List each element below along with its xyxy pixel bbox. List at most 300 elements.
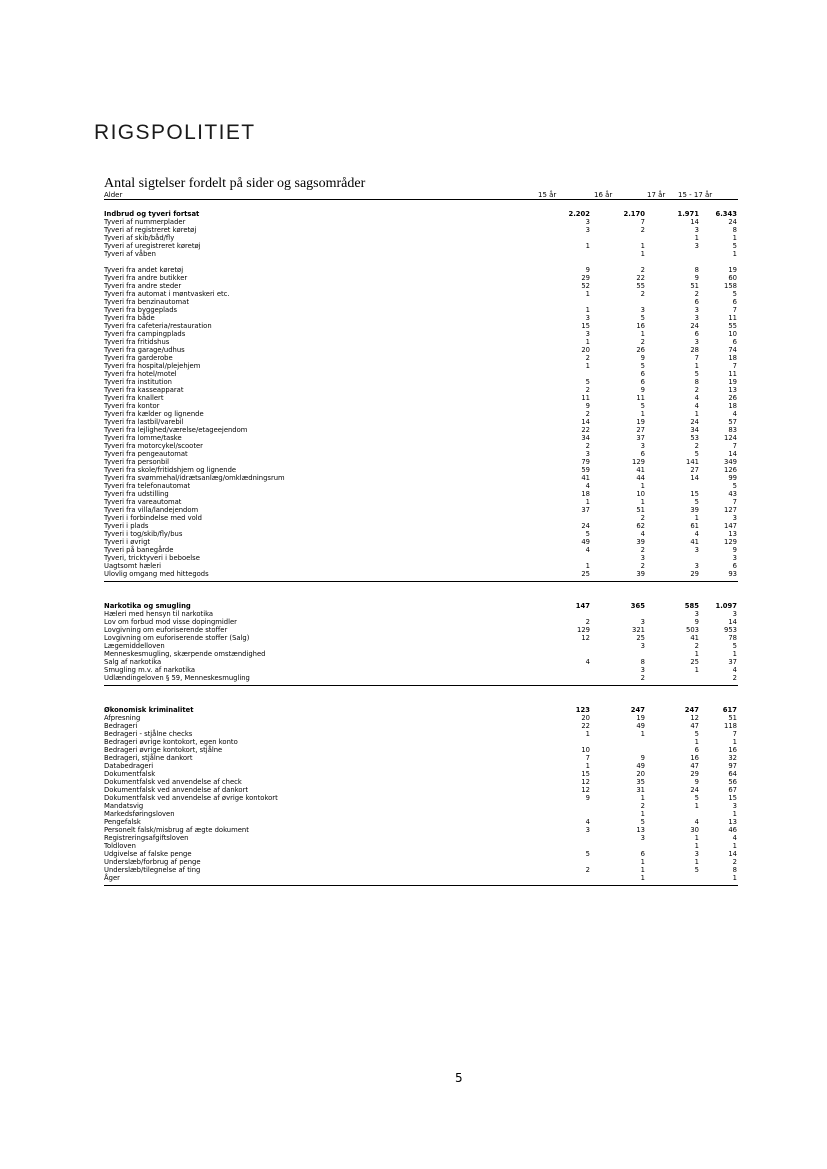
cell-total: 93 [728,570,737,578]
cell-16: 49 [636,722,645,730]
cell-total: 3 [732,514,737,522]
cell-total: 617 [722,706,737,714]
row-label: Tyveri fra benzinautomat [104,298,189,306]
row-label: Bedrageri - stjålne checks [104,730,193,738]
cell-16: 55 [636,282,645,290]
cell-16: 247 [630,706,645,714]
row-label: Tyveri fra kælder og lignende [104,410,204,418]
cell-17: 1 [694,842,699,850]
cell-total: 6 [732,338,737,346]
cell-15: 22 [581,426,590,434]
row-label: Dokumentfalsk [104,770,156,778]
cell-total: 126 [724,466,737,474]
cell-16: 19 [636,418,645,426]
cell-total: 5 [732,642,737,650]
cell-17: 6 [694,298,699,306]
cell-total: 14 [728,618,737,626]
cell-total: 74 [728,346,737,354]
cell-17: 3 [694,226,699,234]
cell-16: 1 [640,810,645,818]
cell-15: 1 [585,338,590,346]
cell-17: 24 [690,322,699,330]
cell-17: 29 [690,570,699,578]
table-row [104,818,738,826]
cell-total: 24 [728,218,737,226]
cell-15: 41 [581,474,590,482]
cell-total: 19 [728,378,737,386]
cell-total: 1 [732,810,737,818]
cell-total: 56 [728,778,737,786]
cell-15: 18 [581,490,590,498]
row-label: Databedrageri [104,762,154,770]
cell-17: 4 [694,530,699,538]
cell-17: 7 [694,354,699,362]
cell-17: 5 [694,450,699,458]
row-label: Økonomisk kriminalitet [104,706,194,714]
cell-15: 14 [581,418,590,426]
cell-16: 1 [640,730,645,738]
cell-16: 3 [640,306,645,314]
cell-15: 123 [575,706,590,714]
cell-total: 2 [732,858,737,866]
cell-17: 1 [694,802,699,810]
cell-total: 3 [732,554,737,562]
column-header-15: 15 år [538,191,557,199]
cell-17: 1 [694,514,699,522]
cell-15: 12 [581,786,590,794]
table-row [104,874,738,882]
cell-17: 503 [686,626,699,634]
cell-16: 1 [640,794,645,802]
row-label: Tyveri fra hotel/motel [104,370,177,378]
cell-17: 1 [694,650,699,658]
cell-17: 3 [694,306,699,314]
row-label: Dokumentfalsk ved anvendelse af check [104,778,242,786]
cell-total: 11 [728,370,737,378]
table-row [104,866,738,874]
cell-17: 5 [694,794,699,802]
cell-16: 1 [640,410,645,418]
cell-total: 7 [732,306,737,314]
cell-total: 1 [732,650,737,658]
cell-16: 1 [640,498,645,506]
cell-total: 10 [728,330,737,338]
row-label: Tyveri fra andre butikker [104,274,188,282]
section-gap [104,584,738,602]
cell-total: 953 [724,626,737,634]
table-row [104,482,738,490]
table-row [104,786,738,794]
cell-total: 3 [732,610,737,618]
table-row [104,826,738,834]
cell-total: 19 [728,266,737,274]
data-table [104,210,738,888]
section-total-row [104,706,738,714]
cell-total: 13 [728,530,737,538]
cell-total: 158 [724,282,737,290]
cell-total: 6 [732,562,737,570]
table-row [104,346,738,354]
row-label: Bedrageri [104,722,138,730]
cell-17: 3 [694,562,699,570]
cell-17: 141 [686,458,699,466]
table-row [104,250,738,258]
cell-15: 2 [585,442,590,450]
row-label: Lov om forbud mod visse dopingmidler [104,618,237,626]
table-row [104,658,738,666]
row-label: Tyveri i tog/skib/fly/bus [104,530,183,538]
cell-total: 349 [724,458,737,466]
cell-17: 9 [694,778,699,786]
table-row [104,386,738,394]
cell-15: 4 [585,658,590,666]
cell-total: 83 [728,426,737,434]
row-label: Tyveri fra lastbil/varebil [104,418,184,426]
cell-16: 3 [640,618,645,626]
cell-16: 37 [636,434,645,442]
table-row [104,274,738,282]
cell-15: 147 [575,602,590,610]
row-label: Tyveri fra både [104,314,155,322]
table-row [104,642,738,650]
cell-15: 1 [585,362,590,370]
cell-total: 7 [732,442,737,450]
column-header-alder: Alder [104,191,123,199]
cell-15: 2 [585,866,590,874]
row-label: Tyveri fra motorcykel/scooter [104,442,203,450]
table-row [104,538,738,546]
table-row [104,330,738,338]
cell-16: 2 [640,674,645,682]
cell-16: 6 [640,850,645,858]
section-total-row [104,602,738,610]
table-row [104,418,738,426]
table-row [104,714,738,722]
cell-total: 1 [732,738,737,746]
row-label: Tyveri fra cafeteria/restauration [104,322,212,330]
cell-16: 7 [640,218,645,226]
table-row [104,402,738,410]
cell-16: 11 [636,394,645,402]
cell-total: 1.097 [715,602,737,610]
cell-total: 11 [728,314,737,322]
cell-15: 3 [585,450,590,458]
cell-17: 15 [690,490,699,498]
cell-total: 16 [728,746,737,754]
cell-total: 5 [732,242,737,250]
cell-17: 5 [694,498,699,506]
row-label: Bedrageri øvrige kontokort, egen konto [104,738,238,746]
row-label: Tyveri fra fritidshus [104,338,170,346]
row-label: Lovgivning om euforiserende stoffer [104,626,228,634]
cell-17: 61 [690,522,699,530]
cell-16: 2 [640,514,645,522]
cell-total: 60 [728,274,737,282]
cell-16: 1 [640,482,645,490]
table-row [104,778,738,786]
cell-15: 2 [585,618,590,626]
cell-15: 34 [581,434,590,442]
cell-total: 2 [732,674,737,682]
cell-total: 18 [728,354,737,362]
cell-15: 22 [581,722,590,730]
cell-total: 78 [728,634,737,642]
cell-15: 3 [585,218,590,226]
cell-total: 8 [732,226,737,234]
cell-total: 43 [728,490,737,498]
row-label: Tyveri fra udstilling [104,490,169,498]
cell-total: 14 [728,850,737,858]
row-label: Ulovlig omgang med hittegods [104,570,209,578]
cell-16: 10 [636,490,645,498]
cell-17: 1.971 [677,210,699,218]
row-label: Markedsføringsloven [104,810,175,818]
table-row [104,722,738,730]
cell-15: 37 [581,506,590,514]
table-row [104,450,738,458]
cell-15: 12 [581,778,590,786]
table-row [104,634,738,642]
table-row [104,650,738,658]
row-label: Tyveri af uregistreret køretøj [104,242,201,250]
cell-15: 79 [581,458,590,466]
cell-16: 1 [640,858,645,866]
table-row [104,426,738,434]
cell-17: 1 [694,362,699,370]
section-gap [104,688,738,706]
table-row [104,410,738,418]
row-spacer [104,258,738,266]
table-row [104,730,738,738]
cell-16: 25 [636,634,645,642]
cell-16: 6 [640,378,645,386]
row-label: Tyveri fra campingplads [104,330,186,338]
cell-17: 39 [690,506,699,514]
cell-17: 27 [690,466,699,474]
row-label: Udlændingeloven § 59, Menneskesmugling [104,674,250,682]
table-row [104,378,738,386]
cell-16: 39 [636,570,645,578]
row-label: Bedrageri øvrige kontokort, stjålne [104,746,223,754]
cell-17: 2 [694,442,699,450]
cell-17: 247 [684,706,699,714]
cell-16: 3 [640,666,645,674]
cell-16: 27 [636,426,645,434]
cell-15: 52 [581,282,590,290]
cell-15: 5 [585,530,590,538]
row-label: Tyveri fra pengeautomat [104,450,188,458]
cell-15: 5 [585,378,590,386]
row-label: Dokumentfalsk ved anvendelse af øvrige kontokort [104,794,278,802]
cell-total: 51 [728,714,737,722]
cell-15: 20 [581,346,590,354]
cell-16: 41 [636,466,645,474]
cell-16: 13 [636,826,645,834]
row-label: Tyveri af skib/båd/fly [104,234,175,242]
cell-total: 14 [728,450,737,458]
cell-total: 7 [732,498,737,506]
cell-16: 2 [640,338,645,346]
cell-total: 5 [732,482,737,490]
cell-16: 4 [640,530,645,538]
row-label: Tyveri fra skole/fritidshjem og lignende [104,466,237,474]
cell-15: 12 [581,634,590,642]
row-label: Tyveri fra kontor [104,402,160,410]
cell-15: 1 [585,498,590,506]
cell-total: 13 [728,818,737,826]
cell-total: 57 [728,418,737,426]
cell-total: 4 [732,410,737,418]
row-label: Tyveri fra telefonautomat [104,482,191,490]
cell-17: 1 [694,666,699,674]
table-row [104,354,738,362]
table-row [104,314,738,322]
cell-total: 1 [732,234,737,242]
cell-17: 25 [690,658,699,666]
row-label: Hæleri med hensyn til narkotika [104,610,214,618]
table-row [104,570,738,578]
table-row [104,802,738,810]
table-row [104,834,738,842]
cell-15: 3 [585,226,590,234]
cell-total: 6.343 [715,210,737,218]
cell-16: 9 [640,354,645,362]
cell-total: 4 [732,666,737,674]
cell-16: 2.170 [623,210,645,218]
page-number: 5 [455,1071,463,1085]
cell-16: 321 [632,626,645,634]
cell-15: 9 [585,794,590,802]
cell-total: 15 [728,794,737,802]
cell-17: 14 [690,218,699,226]
table-row [104,850,738,858]
row-label: Tyveri af våben [104,250,156,258]
section-total-row [104,210,738,218]
cell-17: 1 [694,738,699,746]
table-row [104,858,738,866]
row-label: Tyveri fra andet køretøj [104,266,184,274]
cell-15: 49 [581,538,590,546]
cell-total: 13 [728,386,737,394]
cell-total: 118 [724,722,737,730]
cell-15: 10 [581,746,590,754]
cell-17: 16 [690,754,699,762]
row-label: Tyveri i øvrigt [104,538,151,546]
cell-16: 9 [640,386,645,394]
cell-16: 129 [632,458,645,466]
cell-17: 9 [694,618,699,626]
cell-16: 1 [640,874,645,882]
table-row [104,754,738,762]
cell-15: 9 [585,266,590,274]
table-row [104,514,738,522]
table-row [104,626,738,634]
cell-17: 47 [690,722,699,730]
table-row [104,394,738,402]
cell-16: 16 [636,322,645,330]
cell-total: 7 [732,730,737,738]
column-header-total: 15 - 17 år [678,191,713,199]
cell-17: 41 [690,538,699,546]
header-rule [104,199,738,200]
cell-15: 2 [585,386,590,394]
table-row [104,498,738,506]
cell-total: 129 [724,538,737,546]
cell-16: 20 [636,770,645,778]
cell-16: 49 [636,762,645,770]
table-row [104,554,738,562]
cell-15: 29 [581,274,590,282]
row-label: Tyveri fra villa/landejendom [104,506,199,514]
table-row [104,770,738,778]
cell-total: 1 [732,874,737,882]
cell-17: 1 [694,410,699,418]
cell-17: 3 [694,338,699,346]
cell-16: 3 [640,834,645,842]
row-label: Tyveri af registreret køretøj [104,226,197,234]
cell-15: 1 [585,730,590,738]
row-label: Mandatsvig [104,802,144,810]
table-row [104,226,738,234]
cell-17: 2 [694,386,699,394]
cell-17: 5 [694,730,699,738]
table-row [104,562,738,570]
cell-17: 9 [694,274,699,282]
cell-16: 6 [640,450,645,458]
cell-17: 51 [690,282,699,290]
row-label: Toldloven [104,842,136,850]
row-label: Afpresning [104,714,141,722]
table-row [104,282,738,290]
cell-17: 3 [694,546,699,554]
cell-17: 5 [694,866,699,874]
cell-17: 41 [690,634,699,642]
cell-16: 3 [640,554,645,562]
table-row [104,610,738,618]
cell-total: 8 [732,866,737,874]
cell-15: 3 [585,314,590,322]
cell-15: 11 [581,394,590,402]
cell-16: 2 [640,290,645,298]
row-label: Tyveri fra svømmehal/idrætsanlæg/omklædningsrum [104,474,285,482]
table-row [104,218,738,226]
cell-total: 64 [728,770,737,778]
cell-17: 24 [690,418,699,426]
cell-17: 4 [694,394,699,402]
cell-15: 4 [585,546,590,554]
row-label: Registreringsafgiftsloven [104,834,189,842]
table-row [104,322,738,330]
table-row [104,290,738,298]
cell-17: 3 [694,314,699,322]
cell-17: 1 [694,858,699,866]
cell-total: 37 [728,658,737,666]
cell-16: 19 [636,714,645,722]
cell-15: 5 [585,850,590,858]
row-label: Tyveri fra lejlighed/værelse/etageejendom [104,426,248,434]
cell-17: 2 [694,642,699,650]
cell-17: 8 [694,266,699,274]
section-rule [104,581,738,582]
cell-16: 2 [640,226,645,234]
cell-15: 3 [585,826,590,834]
row-label: Uagtsomt hæleri [104,562,162,570]
cell-16: 22 [636,274,645,282]
cell-16: 3 [640,642,645,650]
table-row [104,266,738,274]
cell-15: 7 [585,754,590,762]
cell-16: 2 [640,802,645,810]
